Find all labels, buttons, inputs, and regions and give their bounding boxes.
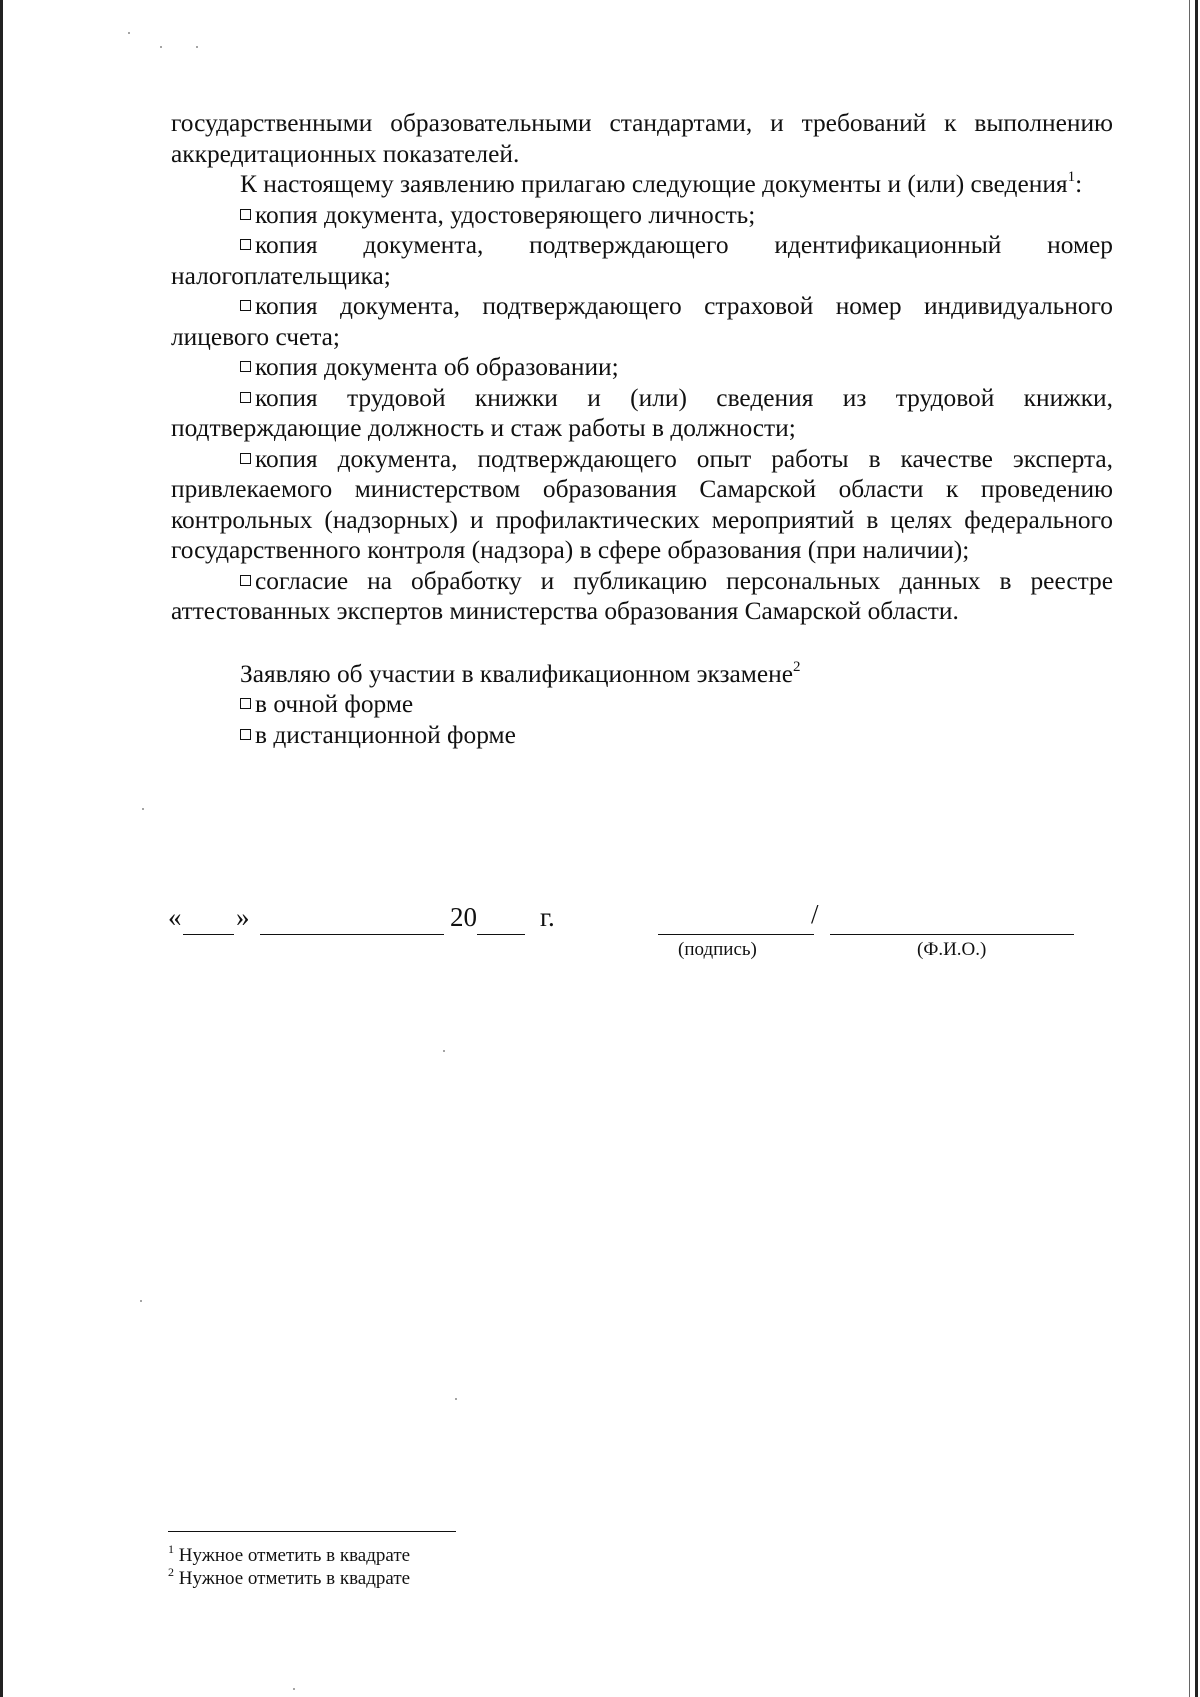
full-name-field[interactable] bbox=[830, 934, 1074, 935]
date-year-suffix: г. bbox=[540, 902, 555, 932]
checkbox[interactable] bbox=[240, 698, 251, 709]
list-item-text: копия документа, подтверждающего идентификационный номер налогоплательщика; bbox=[171, 231, 1113, 290]
footnote-mark: 1 bbox=[168, 1542, 174, 1556]
signature-row bbox=[168, 899, 1128, 962]
checkbox[interactable] bbox=[240, 453, 251, 464]
scan-speck bbox=[443, 1050, 445, 1052]
exam-option-in-person bbox=[171, 689, 1113, 720]
list-item-text: копия документа, подтверждающего опыт работы в качестве эксперта, привлекаемого министерством образования Самарской области к проведению контрольных (надзорных) и профилактических мероприятий в целях федерального государственного контроля (надзора) в сфере образования (при наличии); bbox=[171, 444, 1113, 564]
list-item bbox=[171, 352, 1113, 383]
exam-option-remote bbox=[171, 720, 1113, 751]
checkbox[interactable] bbox=[240, 239, 251, 250]
list-item bbox=[171, 291, 1113, 352]
footnote-ref-1: 1 bbox=[1067, 169, 1076, 185]
document-body bbox=[171, 108, 1113, 750]
checkbox[interactable] bbox=[240, 300, 251, 311]
footnote-1 bbox=[168, 1544, 410, 1567]
exam-text: Заявляю об участии в квалификационном экзамене bbox=[240, 659, 793, 688]
list-item bbox=[171, 444, 1113, 566]
footnote-ref-2: 2 bbox=[792, 658, 801, 675]
signature-slash: / bbox=[811, 899, 819, 929]
date-day-field[interactable] bbox=[183, 934, 234, 935]
footnote-mark: 2 bbox=[168, 1565, 174, 1579]
list-item-text: копия трудовой книжки и (или) сведения из трудовой книжки, подтверждающие должность и стаж работы в должности; bbox=[171, 383, 1113, 442]
exam-option-label: в очной форме bbox=[255, 690, 414, 718]
list-item bbox=[171, 200, 1113, 231]
checkbox[interactable] bbox=[240, 729, 251, 740]
paragraph-attachments bbox=[171, 169, 1113, 200]
signature-field[interactable] bbox=[658, 934, 814, 935]
footnote-2 bbox=[168, 1567, 410, 1590]
list-item-text: копия документа, удостоверяющего личность; bbox=[255, 200, 756, 229]
list-item-text: копия документа об образовании; bbox=[255, 353, 619, 381]
exam-statement bbox=[171, 659, 1113, 690]
list-item bbox=[171, 230, 1113, 291]
scan-speck bbox=[140, 1300, 142, 1302]
checkbox[interactable] bbox=[240, 209, 251, 220]
caption-signature: (подпись) bbox=[678, 939, 757, 960]
scan-speck bbox=[455, 1398, 457, 1400]
scan-speck bbox=[128, 32, 130, 34]
list-item bbox=[171, 383, 1113, 444]
list-item-text: копия документа, подтверждающего страховой номер индивидуального лицевого счета; bbox=[171, 292, 1113, 351]
checkbox[interactable] bbox=[240, 392, 251, 403]
scan-speck bbox=[160, 46, 162, 48]
date-quote-open: « bbox=[168, 902, 182, 932]
scan-speck bbox=[293, 1688, 295, 1690]
attachments-colon: : bbox=[1075, 170, 1083, 198]
footnote-separator bbox=[168, 1531, 456, 1532]
scan-speck bbox=[196, 46, 198, 48]
page-edge-right-inner bbox=[1189, 0, 1190, 1697]
date-quote-close: » bbox=[236, 902, 250, 932]
caption-full-name: (Ф.И.О.) bbox=[917, 939, 987, 960]
footnote-text: Нужное отметить в квадрате bbox=[178, 1545, 411, 1566]
footnote-text: Нужное отметить в квадрате bbox=[178, 1568, 411, 1589]
list-item bbox=[171, 566, 1113, 627]
list-item-text: согласие на обработку и публикацию персональных данных в реестре аттестованных экспертов министерства образования Самарской области. bbox=[171, 566, 1113, 625]
footnotes bbox=[168, 1544, 410, 1590]
checkbox[interactable] bbox=[240, 575, 251, 586]
page-edge-left bbox=[0, 0, 3, 1697]
scan-speck bbox=[142, 808, 144, 810]
paragraph-intro: государственными образовательными стандартами, и требований к выполнению аккредитационных показателей. bbox=[171, 109, 1113, 168]
exam-option-label: в дистанционной форме bbox=[255, 720, 516, 749]
checkbox[interactable] bbox=[240, 361, 251, 372]
attachments-text: К настоящему заявлению прилагаю следующие документы и (или) сведения bbox=[240, 170, 1068, 198]
date-year-prefix: 20 bbox=[450, 902, 477, 932]
date-month-field[interactable] bbox=[260, 934, 444, 935]
page-edge-right bbox=[1195, 0, 1198, 1697]
date-year-field[interactable] bbox=[477, 934, 525, 935]
